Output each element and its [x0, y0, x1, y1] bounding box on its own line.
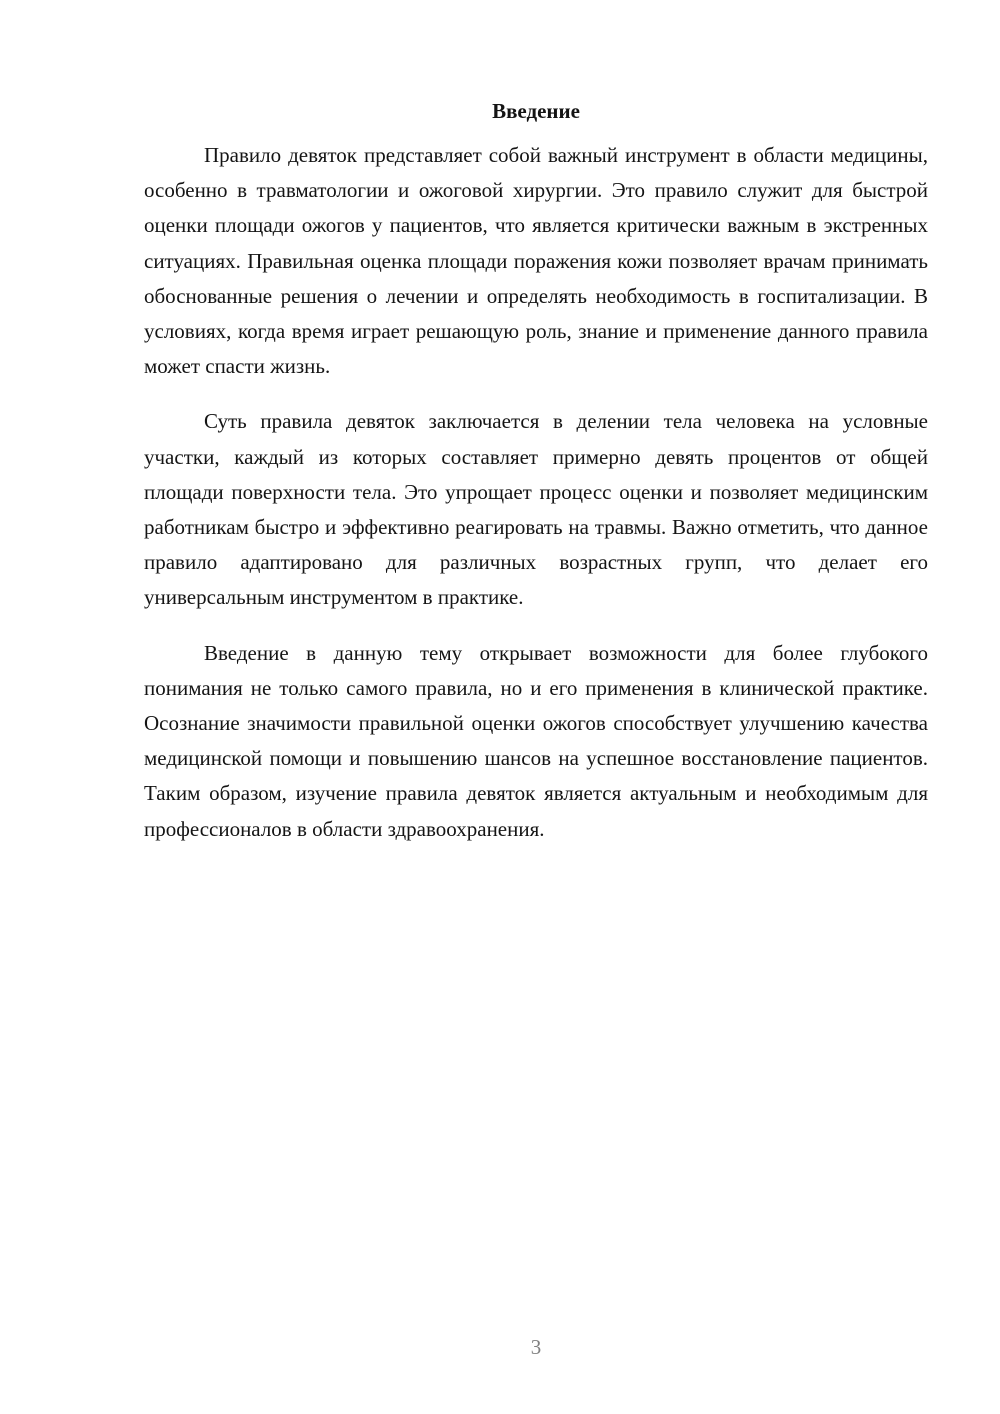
paragraph-1: Правило девяток представляет собой важный инструмент в области медицины, особенно в травматологии и ожоговой хирургии. Это правило служит для быстрой оценки площади ожогов у пациентов, что является критически важным в экстренных ситуациях. Правильная оценка площади поражения кожи позволяет врачам принимать обоснованные решения о лечении и определять необходимость в госпитализации. В условиях, когда время играет решающую роль, знание и применение данного правила может спасти жизнь. [144, 143, 928, 379]
section-heading: Введение [492, 99, 580, 123]
page-number: 3 [530, 1335, 542, 1359]
paragraph-2: Суть правила девяток заключается в делении тела человека на условные участки, каждый из которых составляет примерно девять процентов от общей площади поверхности тела. Это упрощает процесс оценки и позволяет медицинским работникам быстро и эффективно реагировать на травмы. Важно отметить, что данное правило адаптировано для различных возрастных групп, что делает его универсальным инструментом в практике. [144, 409, 928, 610]
paragraph-3: Введение в данную тему открывает возможности для более глубокого понимания не только самого правила, но и его применения в клинической практике. Осознание значимости правильной оценки ожогов способствует улучшению качества медицинской помощи и повышению шансов на успешное восстановление пациентов. Таким образом, изучение правила девяток является актуальным и необходимым для профессионалов в области здравоохранения. [144, 640, 928, 841]
page-content [144, 96, 928, 867]
